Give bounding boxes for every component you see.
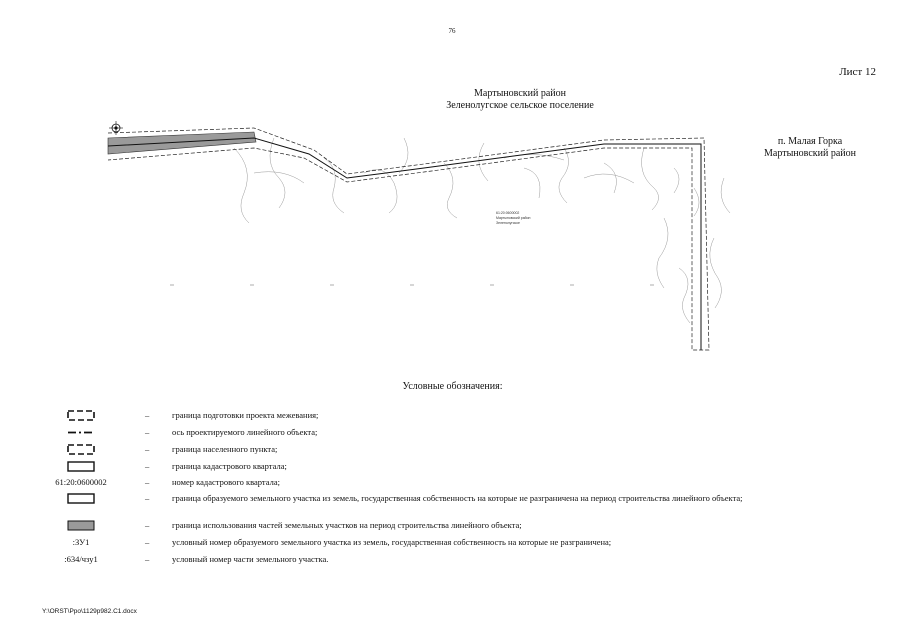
plot-number-sample: :ЗУ1 <box>72 537 90 547</box>
legend-separator: – <box>145 493 150 503</box>
construction-use-area <box>108 132 256 154</box>
legend-symbol-dashed-box <box>46 410 116 420</box>
legend-text: граница образуемого земельного участка из земель, государственная собственность на которые не разграничена на период строительства линейного объекта; <box>172 493 743 503</box>
legend-text: ось проектируемого линейного объекта; <box>172 427 318 437</box>
legend-symbol-text <box>46 537 116 547</box>
footer-file-path: Y:\ORST\Ppo\1129p982.C1.docx <box>42 608 137 615</box>
legend-text: условный номер части земельного участка. <box>172 554 329 564</box>
legend-symbol-dashed-box <box>46 444 116 454</box>
legend-title: Условные обозначения: <box>402 381 503 392</box>
legend-text: граница кадастрового квартала; <box>172 461 287 471</box>
linear-object-axis <box>108 138 701 350</box>
map-label-line3: Зеленолугское <box>496 221 520 225</box>
legend-separator: – <box>145 477 150 487</box>
legend-symbol-rect-filled <box>46 520 116 530</box>
legend-text: граница использования частей земельных участков на период строительства линейного объекта; <box>172 520 522 530</box>
sheet-label: Лист 12 <box>839 66 876 78</box>
legend-symbol-axis-line <box>46 427 116 437</box>
map-title-district: Мартыновский район <box>474 88 566 99</box>
legend-symbol-rect-outline <box>46 461 116 471</box>
legend-separator: – <box>145 427 150 437</box>
map-inner-label <box>496 211 531 225</box>
legend-symbol-text <box>46 477 116 487</box>
plot-part-number-sample: :634/чзу1 <box>64 554 98 564</box>
page-number: 76 <box>448 27 456 35</box>
legend-separator: – <box>145 554 150 564</box>
contour-lines <box>234 138 730 323</box>
project-boundary <box>108 128 709 350</box>
legend-text: номер кадастрового квартала; <box>172 477 280 487</box>
map-title-settlement: Зеленолугское сельское поселение <box>446 100 594 111</box>
cadastral-map <box>104 118 754 354</box>
legend-separator: – <box>145 444 150 454</box>
legend-separator: – <box>145 520 150 530</box>
legend-text: граница населенного пункта; <box>172 444 278 454</box>
legend-separator: – <box>145 410 150 420</box>
legend-symbol-rect-outline <box>46 493 116 503</box>
settlement-label <box>740 136 880 160</box>
map-title <box>390 88 650 112</box>
settlement-district: Мартыновский район <box>764 148 856 159</box>
legend-text: граница подготовки проекта межевания; <box>172 410 319 420</box>
legend-text: условный номер образуемого земельного участка из земель, государственная собственность на которые не разграничена; <box>172 537 612 547</box>
settlement-name: п. Малая Горка <box>777 136 843 147</box>
map-label-line2: Мартыновский район <box>496 216 531 220</box>
legend-separator: – <box>145 537 150 547</box>
map-label-line1: 61:20:0600002 <box>496 211 520 215</box>
cadastral-number-sample: 61:20:0600002 <box>55 477 107 487</box>
legend-separator: – <box>145 461 150 471</box>
legend-symbol-text <box>46 554 116 564</box>
